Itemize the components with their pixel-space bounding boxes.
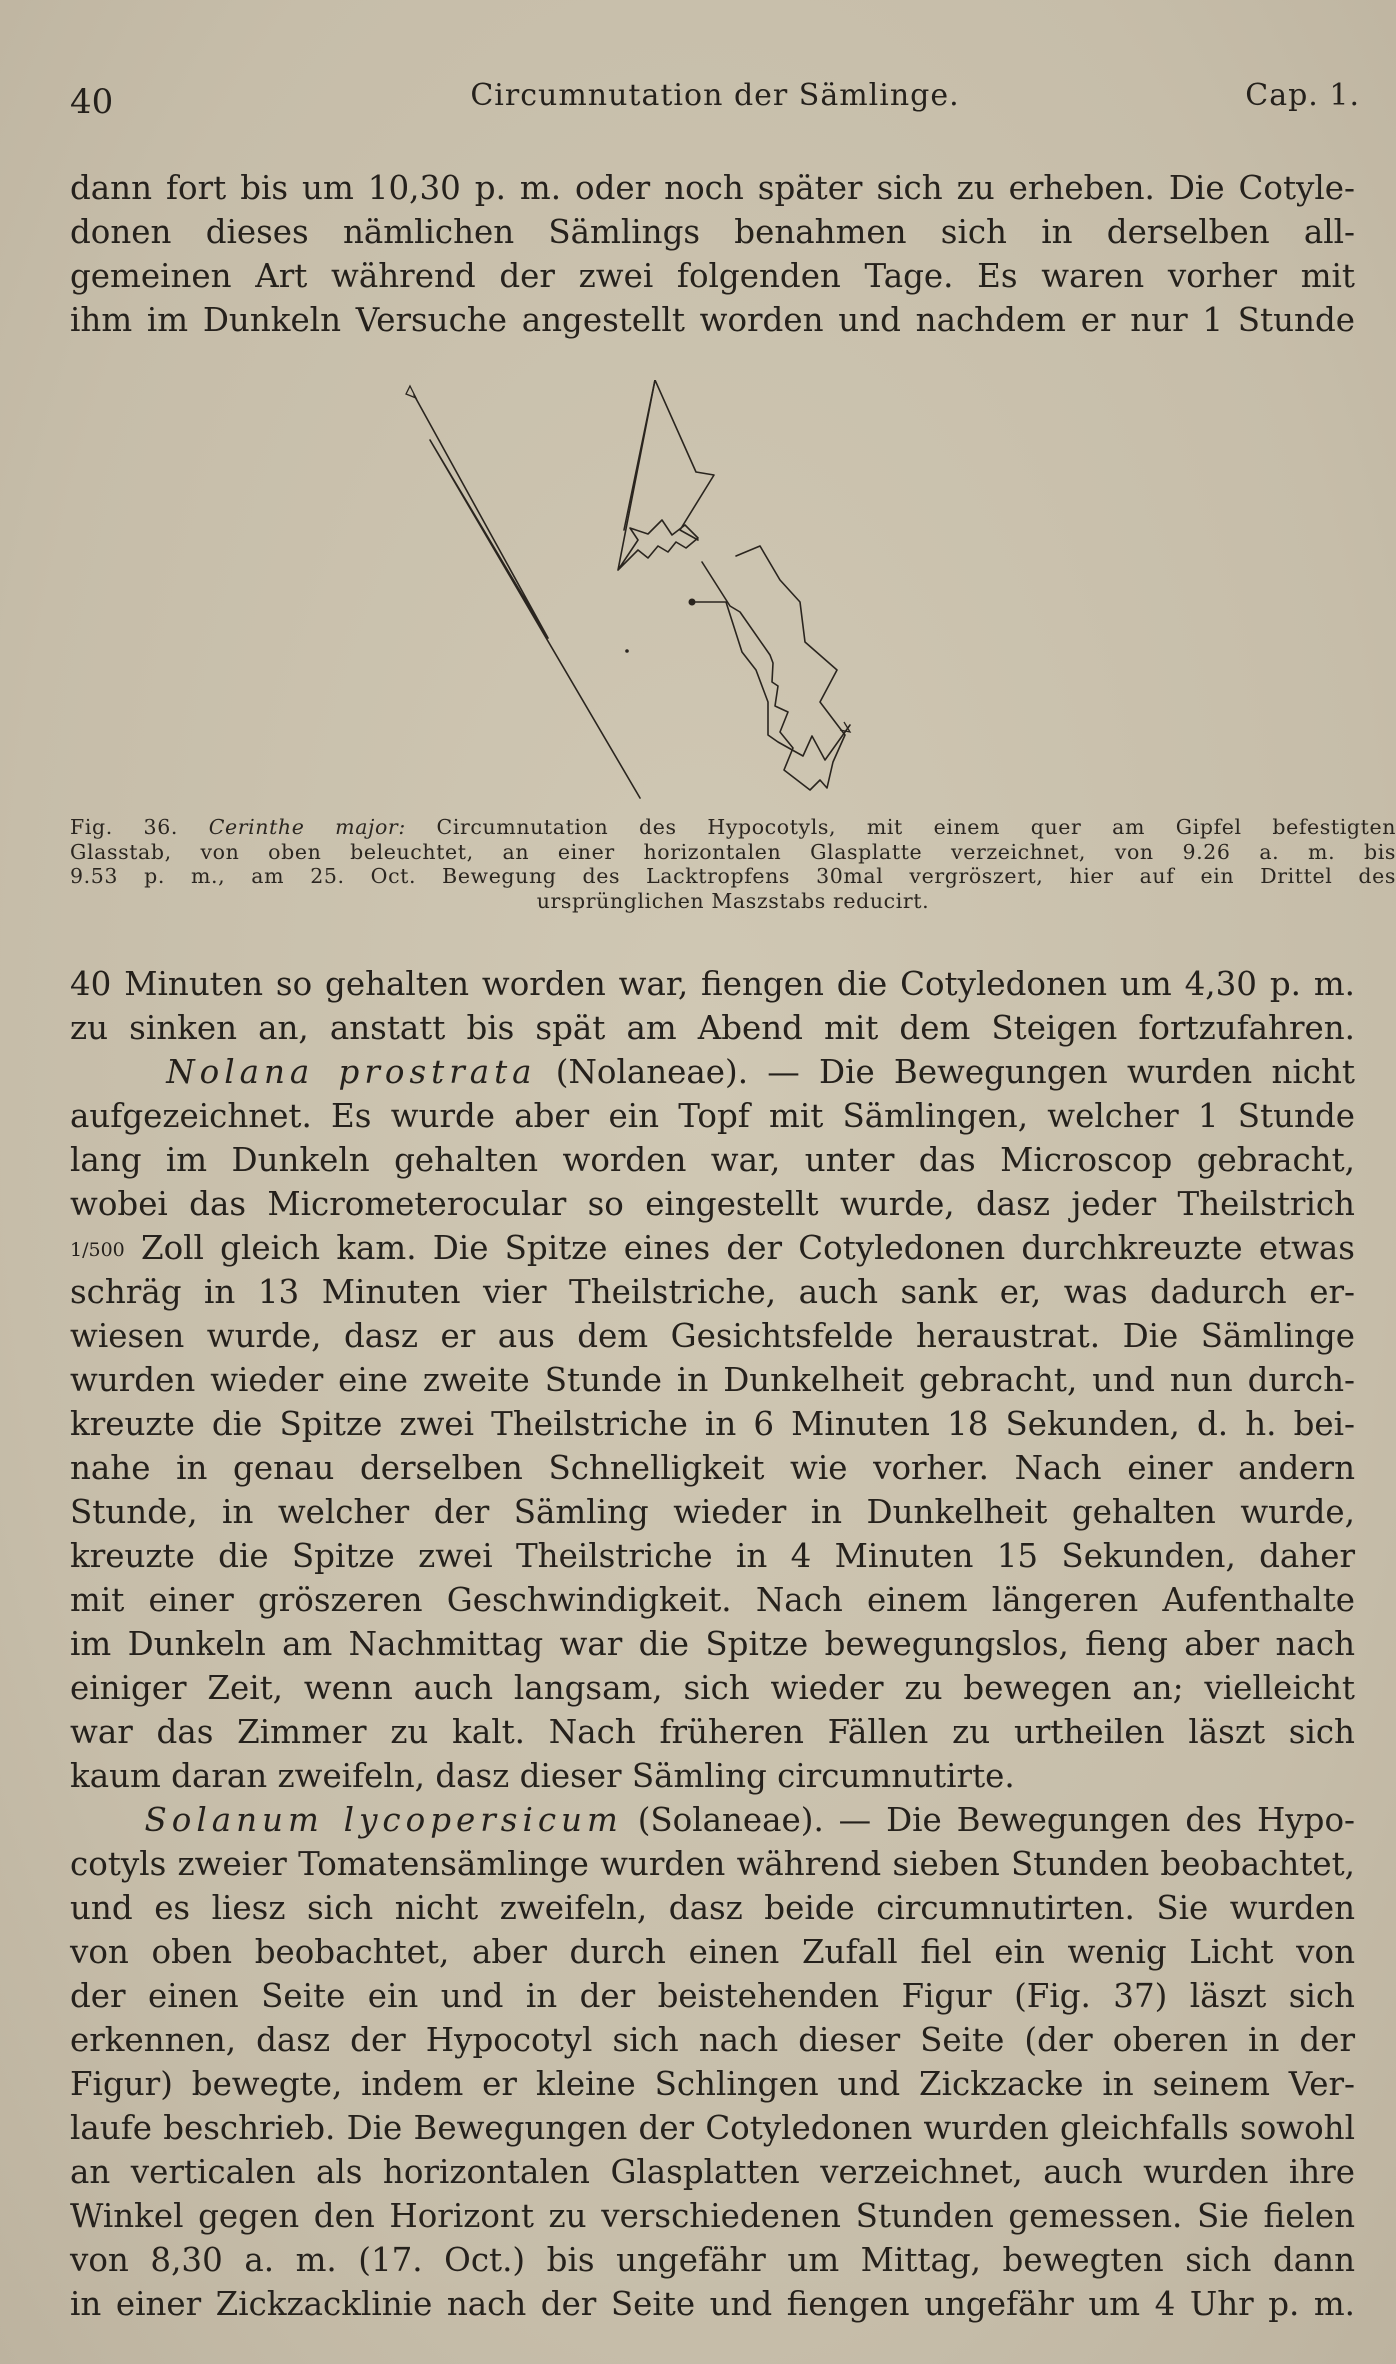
fraction: 1/500 (70, 1239, 125, 1261)
species-name-nolana: Nolana prostrata (166, 1053, 537, 1091)
running-head (70, 78, 1360, 122)
text-line (70, 1798, 1355, 1842)
running-title: Circumnutation der Sämlinge. (470, 78, 960, 113)
text-line: erkennen, dasz der Hypocotyl sich nach dieser Seite (der oberen in der (70, 2021, 1355, 2059)
text-fragment: (Nolaneae). — Die Bewegungen wurden nicht (536, 1053, 1355, 1091)
main-paragraphs (70, 962, 1355, 2326)
text-line: an verticalen als horizontalen Glasplatten verzeichnet, auch wurden ihre (70, 2153, 1355, 2191)
text-line: war das Zimmer zu kalt. Nach früheren Fällen zu urtheilen läszt sich (70, 1713, 1355, 1751)
text-line: kreuzte die Spitze zwei Theilstriche in 4 Minuten 15 Sekunden, daher (70, 1537, 1355, 1575)
text-fragment: (Solaneae). — Die Bewegungen des Hypo- (622, 1801, 1356, 1839)
text-line: von oben beobachtet, aber durch einen Zufall fiel ein wenig Licht von (70, 1933, 1355, 1971)
text-line: kreuzte die Spitze zwei Theilstriche in 6 Minuten 18 Sekunden, d. h. bei- (70, 1405, 1355, 1443)
text-line: ihm im Dunkeln Versuche angestellt worden und nachdem er nur 1 Stunde (70, 301, 1355, 339)
text-line: und es liesz sich nicht zweifeln, dasz beide circumnutirten. Sie wurden (70, 1889, 1355, 1927)
text-line: dann fort bis um 10,30 p. m. oder noch später sich zu erheben. Die Cotyle- (70, 169, 1355, 207)
caption-line: 9.53 p. m., am 25. Oct. Bewegung des Lacktropfens 30mal vergröszert, hier auf ein Drittel des (70, 864, 1396, 888)
trace-path-spike (624, 380, 714, 540)
caption-line (70, 815, 1396, 840)
page-number: 40 (70, 82, 114, 122)
figure-label: Fig. 36. (70, 815, 178, 839)
top-paragraph (70, 166, 1355, 342)
arrow-head (406, 386, 416, 398)
text-line: mit einer gröszeren Geschwindigkeit. Nach einem längeren Aufenthalte (70, 1581, 1355, 1619)
text-line: cotyls zweier Tomatensämlinge wurden während sieben Stunden beobachtet, (70, 1845, 1355, 1883)
figure-caption (70, 815, 1396, 913)
trace-path-left (414, 395, 640, 798)
text-line: wobei das Micrometerocular so eingestellt wurde, dasz jeder Theilstrich (70, 1185, 1355, 1223)
text-line: schräg in 13 Minuten vier Theilstriche, auch sank er, was dadurch er- (70, 1273, 1355, 1311)
text-line: im Dunkeln am Nachmittag war die Spitze bewegungslos, fieng aber nach (70, 1625, 1355, 1663)
circumnutation-figure (380, 380, 1040, 810)
trace-path-lower (691, 602, 850, 760)
figure-species: Cerinthe major: (208, 815, 406, 839)
text-line: 40 Minuten so gehalten worden war, fiengen die Cotyledonen um 4,30 p. m. (70, 965, 1355, 1003)
species-name-solanum: Solanum lycopersicum (144, 1801, 623, 1839)
text-line: Stunde, in welcher der Sämling wieder in Dunkelheit gehalten wurde, (70, 1493, 1355, 1531)
text-line: in einer Zickzacklinie nach der Seite und fiengen ungefähr um 4 Uhr p. m. (70, 2285, 1355, 2323)
text-line: gemeinen Art während der zwei folgenden Tage. Es waren vorher mit (70, 257, 1355, 295)
trace-path-center (618, 380, 698, 570)
trace-point (625, 649, 629, 653)
text-line: der einen Seite ein und in der beistehenden Figur (Fig. 37) läszt sich (70, 1977, 1355, 2015)
text-line: Winkel gegen den Horizont zu verschiedenen Stunden gemessen. Sie fielen (70, 2197, 1355, 2235)
caption-line: ursprünglichen Maszstabs reducirt. (536, 888, 930, 913)
text-line: donen dieses nämlichen Sämlings benahmen sich in derselben all- (70, 213, 1355, 251)
text-line: aufgezeichnet. Es wurde aber ein Topf mit Sämlingen, welcher 1 Stunde (70, 1097, 1355, 1135)
text-line: von 8,30 a. m. (17. Oct.) bis ungefähr um Mittag, bewegten sich dann (70, 2241, 1355, 2279)
caption-text: Circumnutation des Hypocotyls, mit einem quer am Gipfel befestigten (405, 815, 1396, 839)
text-line: zu sinken an, anstatt bis spät am Abend mit dem Steigen fortzufahren. (70, 1009, 1355, 1047)
text-line: laufe beschrieb. Die Bewegungen der Cotyledonen wurden gleichfalls sowohl (70, 2109, 1355, 2147)
text-line (70, 1050, 1355, 1094)
text-line: Figur) bewegte, indem er kleine Schlingen und Zickzacke in seinem Ver- (70, 2065, 1355, 2103)
text-line: nahe in genau derselben Schnelligkeit wie vorher. Nach einer andern (70, 1449, 1355, 1487)
caption-line: Glasstab, von oben beleuchtet, an einer horizontalen Glasplatte verzeichnet, von 9.26 a. m. bis (70, 839, 1396, 864)
chapter-label: Cap. 1. (1245, 78, 1360, 113)
trace-path-right (702, 546, 845, 790)
text-line: lang im Dunkeln gehalten worden war, unter das Microscop gebracht, (70, 1141, 1355, 1179)
text-fragment: Zoll gleich kam. Die Spitze eines der Cotyledonen durchkreuzte etwas (124, 1229, 1355, 1267)
text-line: wurden wieder eine zweite Stunde in Dunkelheit gebracht, und nun durch- (70, 1361, 1355, 1399)
text-line: einiger Zeit, wenn auch langsam, sich wieder zu bewegen an; vielleicht (70, 1669, 1355, 1707)
text-line (70, 1226, 1355, 1270)
trace-point (690, 601, 694, 605)
text-line: kaum daran zweifeln, dasz dieser Sämling circumnutirte. (70, 1757, 1015, 1795)
text-line: wiesen wurde, dasz er aus dem Gesichtsfelde heraustrat. Die Sämlinge (70, 1317, 1355, 1355)
